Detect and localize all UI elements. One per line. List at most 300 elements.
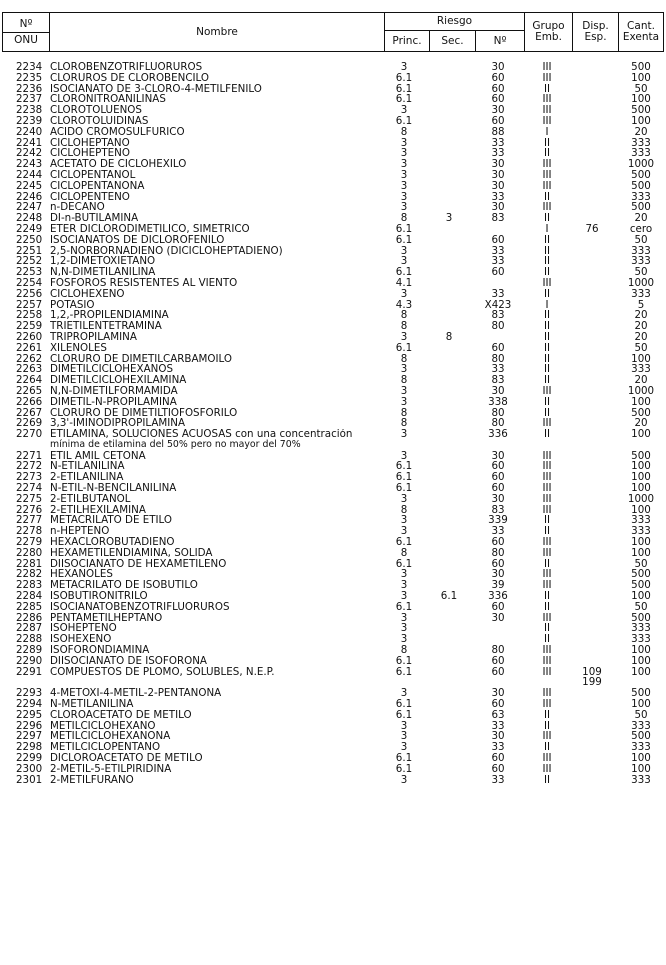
- cell-cant-text: 20: [634, 125, 648, 138]
- cell-cant-text: 500: [631, 568, 651, 581]
- cell-princ-text: 3: [400, 244, 408, 257]
- cell-no-text: 2280: [16, 546, 43, 559]
- cell-n-text: 80: [491, 644, 505, 657]
- cell-cant-text: 50: [634, 708, 648, 721]
- cell-name-text: FOSFOROS RESISTENTES AL VIENTO: [50, 277, 238, 289]
- cell-cant-text: 50: [634, 600, 648, 613]
- cell-cant-text: 333: [631, 525, 651, 538]
- cell-grupo-text: III: [542, 503, 552, 516]
- cell-name: [50, 386, 384, 397]
- cell-n-text: 60: [491, 698, 505, 711]
- cell-name: [50, 310, 384, 321]
- cell-princ-text: 8: [400, 352, 408, 365]
- cell-no-text: 2242: [16, 147, 43, 160]
- cell-princ-text: 8: [400, 374, 408, 387]
- cell-cant-text: 100: [631, 352, 651, 365]
- cell-name: [50, 332, 384, 343]
- cell-name-text: CLORUROS DE CLOROBENCILO: [50, 72, 210, 84]
- cell-name: [50, 699, 384, 710]
- cell-name: [50, 148, 384, 159]
- table-row: [0, 418, 666, 429]
- cell-name: [50, 526, 384, 537]
- cell-princ-text: 8: [400, 417, 408, 430]
- cell-no-text: 2236: [16, 82, 43, 95]
- cell-princ-text: 6.1: [395, 698, 413, 711]
- table-row: [0, 235, 666, 246]
- table-row: [0, 494, 666, 505]
- cell-cant-text: 100: [631, 546, 651, 559]
- cell-cant-text: 100: [631, 482, 651, 495]
- cell-grupo-text: II: [543, 406, 551, 419]
- table-body: [0, 62, 666, 785]
- cell-no-text: 2274: [16, 482, 43, 495]
- cell-princ-text: 4.3: [395, 298, 413, 311]
- header-disp: [572, 12, 619, 52]
- cell-cant-text: 50: [634, 233, 648, 246]
- cell-name: [50, 710, 384, 721]
- cell-grupo-text: III: [542, 654, 552, 667]
- cell-no-text: 2252: [16, 255, 43, 268]
- cell-n-text: 30: [491, 201, 505, 214]
- cell-n-text: 60: [491, 557, 505, 570]
- cell-princ-text: 3: [400, 61, 408, 73]
- cell-n-text: 60: [491, 233, 505, 246]
- cell-no-text: 2237: [16, 93, 43, 106]
- cell-name-text: CLOROTOLUIDINAS: [50, 115, 149, 127]
- cell-grupo-text: III: [542, 471, 552, 484]
- cell-name: [50, 764, 384, 775]
- cell-princ-text: 3: [400, 330, 408, 343]
- cell-n-text: 83: [491, 212, 505, 225]
- cell-princ-text: 6.1: [395, 82, 413, 95]
- header-sec: [429, 30, 476, 52]
- cell-n-text: 339: [488, 514, 508, 527]
- cell-n: [474, 321, 522, 332]
- cell-name: [50, 418, 384, 429]
- cell-n-text: 60: [491, 482, 505, 495]
- cell-disp: [570, 224, 614, 235]
- cell-name-text: POTASIO: [50, 299, 95, 311]
- cell-name: [50, 354, 384, 365]
- cell-no-text: 2272: [16, 460, 43, 473]
- cell-name-text: CICLOPENTANONA: [50, 180, 145, 192]
- cell-name-text: 2,5-NORBORNADIENO (DICICLOHEPTADIENO): [50, 245, 283, 257]
- cell-princ-text: 3: [400, 158, 408, 171]
- table-row: [0, 667, 666, 689]
- cell-n: [474, 775, 522, 786]
- cell-name-text: ISOCIANATOBENZOTRIFLUORUROS: [50, 601, 230, 613]
- cell-princ-text: 3: [400, 568, 408, 581]
- cell-princ-text: 3: [400, 590, 408, 603]
- cell-name-text: N-ETIL-N-BENCILANILINA: [50, 483, 177, 494]
- cell-no-text: 2279: [16, 536, 43, 549]
- cell-name: [50, 721, 384, 732]
- cell-sec: [428, 332, 470, 343]
- cell-cant-text: 20: [634, 320, 648, 333]
- cell-cant-text: 100: [631, 428, 651, 441]
- cell-no-text: 2266: [16, 395, 43, 408]
- cell-name-text: HEXANOLES: [50, 569, 113, 581]
- cell-cant-text: 100: [631, 395, 651, 408]
- cell-grupo-text: II: [543, 309, 551, 322]
- table-row: [0, 300, 666, 311]
- cell-name: [50, 591, 384, 602]
- cell-name-text: N,N-DIMETILANILINA: [50, 267, 156, 278]
- cell-princ-text: 3: [400, 514, 408, 527]
- cell-princ-text: 3: [400, 741, 408, 754]
- table-row: [0, 246, 666, 257]
- cell-princ-text: 3: [400, 136, 408, 149]
- cell-cant-text: cero: [629, 222, 653, 235]
- cell-name-text: ISOCIANATOS DE DICLOROFENILO: [50, 234, 225, 246]
- cell-name: [50, 62, 384, 73]
- cell-no-text: 2298: [16, 741, 43, 754]
- cell-n-text: 30: [491, 104, 505, 117]
- table-row: [0, 742, 666, 753]
- cell-grupo-text: III: [542, 687, 552, 700]
- cell-princ: [384, 775, 424, 786]
- cell-grupo-text: II: [543, 82, 551, 95]
- cell-princ-text: 3: [400, 773, 408, 786]
- cell-n-text: 60: [491, 600, 505, 613]
- cell-grupo-text: III: [542, 104, 552, 117]
- header-princ: [384, 30, 430, 52]
- cell-grupo-text: II: [543, 374, 551, 387]
- cell-grupo-text: II: [543, 255, 551, 268]
- cell-grupo-text: III: [542, 568, 552, 581]
- cell-n-text: 80: [491, 320, 505, 333]
- table-row: [0, 710, 666, 721]
- cell-grupo-text: III: [542, 201, 552, 214]
- cell-name-text: METACRILATO DE ETILO: [50, 515, 173, 527]
- table-row: [0, 289, 666, 300]
- cell-no-text: 2293: [16, 687, 43, 700]
- cell-grupo-text: II: [543, 287, 551, 300]
- cell-n-text: 30: [491, 730, 505, 743]
- header-riesgo: [384, 12, 525, 31]
- cell-princ-text: 3: [400, 719, 408, 732]
- cell-name: [50, 483, 384, 494]
- cell-grupo-text: III: [542, 762, 552, 775]
- cell-n-text: 30: [491, 179, 505, 192]
- table-row: [0, 364, 666, 375]
- cell-grupo-text: II: [543, 741, 551, 754]
- cell-no-text: 2288: [16, 633, 43, 646]
- cell-no-text: 2235: [16, 71, 43, 84]
- cell-name-text: METILCICLOPENTANO: [50, 742, 161, 753]
- cell-name: [50, 580, 384, 591]
- cell-n-text: 336: [488, 590, 508, 603]
- table-header: [2, 12, 664, 52]
- table-row: [0, 332, 666, 343]
- cell-n-text: 60: [491, 71, 505, 84]
- cell-cant-text: 20: [634, 417, 648, 430]
- table-row: [0, 688, 666, 699]
- cell-name: [50, 375, 384, 386]
- cell-princ-text: 3: [400, 730, 408, 743]
- table-row: [0, 591, 666, 602]
- cell-name: [50, 73, 384, 84]
- cell-no-text: 2254: [16, 276, 43, 289]
- cell-no-text: 2250: [16, 233, 43, 246]
- cell-name-text: 2-ETILANILINA: [50, 472, 124, 484]
- cell-cant-text: 333: [631, 719, 651, 732]
- cell-princ-text: 8: [400, 546, 408, 559]
- cell-name-text: 1,2,-PROPILENDIAMINA: [50, 310, 169, 322]
- cell-princ-text: 6.1: [395, 266, 413, 279]
- cell-cant-text: 500: [631, 168, 651, 181]
- cell-n-text: 60: [491, 665, 505, 678]
- cell-no-text: 2251: [16, 244, 43, 257]
- cell-name-text: ETILAMINA, SOLUCIONES ACUOSAS con una concentración: [50, 429, 353, 441]
- cell-no-text: 2270: [16, 428, 43, 441]
- cell-no-text: 2286: [16, 611, 43, 624]
- cell-n-text: 30: [491, 384, 505, 397]
- cell-grupo-text: I: [545, 298, 549, 311]
- cell-name: [50, 364, 384, 375]
- cell-cant-text: 333: [631, 287, 651, 300]
- cell-no-text: 2278: [16, 525, 43, 538]
- header-no-onu: [2, 12, 50, 52]
- cell-grupo-text: II: [543, 600, 551, 613]
- cell-no-text: 2267: [16, 406, 43, 419]
- table-row: [0, 256, 666, 267]
- cell-name: [50, 321, 384, 332]
- cell-cant-text: 20: [634, 374, 648, 387]
- cell-grupo-text: II: [543, 773, 551, 786]
- cell-grupo-text: III: [542, 644, 552, 657]
- cell-name: [50, 84, 384, 95]
- cell-n-text: 60: [491, 114, 505, 127]
- cell-n-text: 60: [491, 654, 505, 667]
- cell-grupo-text: II: [543, 557, 551, 570]
- cell-cant-text: 333: [631, 136, 651, 149]
- cell-name-text: CLOROBENZOTRIFLUORUROS: [50, 62, 203, 73]
- cell-grupo: [526, 775, 568, 786]
- cell-no-text: 2297: [16, 730, 43, 743]
- cell-grupo: [526, 667, 568, 678]
- table-row: [0, 202, 666, 213]
- cell-n-text: 60: [491, 460, 505, 473]
- cell-n-text: X423: [484, 298, 512, 311]
- cell-grupo-text: III: [542, 168, 552, 181]
- cell-name-text: ETIL AMIL CETONA: [50, 450, 146, 462]
- cell-name-text: ISOHEXENO: [50, 634, 112, 646]
- cell-no-text: 2300: [16, 762, 43, 775]
- cell-n-text: 60: [491, 752, 505, 764]
- cell-name: [50, 105, 384, 116]
- table-row: [0, 602, 666, 613]
- cell-name: [50, 429, 384, 451]
- cell-name-text: ISOFORONDIAMINA: [50, 645, 150, 656]
- cell-name-text: CICLOHEPTANO: [50, 137, 130, 149]
- cell-princ-text: 6.1: [395, 71, 413, 84]
- cell-n: [474, 613, 522, 624]
- cell-cant-text: 333: [631, 633, 651, 646]
- cell-cant-text: 50: [634, 557, 648, 570]
- table-row: [0, 343, 666, 354]
- cell-princ-text: 6.1: [395, 654, 413, 667]
- cell-name-text: CLOROTOLUENOS: [50, 105, 142, 116]
- cell-no-text: 2245: [16, 179, 43, 192]
- cell-princ-text: 6.1: [395, 536, 413, 549]
- cell-name: [50, 569, 384, 580]
- cell-n-text: 33: [491, 136, 505, 149]
- cell-name-text: 2-METIL-5-ETILPIRIDINA: [50, 763, 172, 775]
- cell-princ: [384, 429, 424, 440]
- table-row: [0, 526, 666, 537]
- cell-grupo-text: II: [543, 514, 551, 527]
- table-row: [0, 721, 666, 732]
- cell-princ-text: 6.1: [395, 471, 413, 484]
- cell-n-text: 80: [491, 406, 505, 419]
- cell-n-text: 30: [491, 687, 505, 700]
- cell-n-text: 60: [491, 536, 505, 549]
- cell-n-text: 60: [491, 266, 505, 279]
- cell-name-text: N-METILANILINA: [50, 699, 134, 710]
- cell-name: [50, 656, 384, 667]
- cell-name: [50, 278, 384, 289]
- cell-princ-text: 6.1: [395, 752, 413, 764]
- cell-no-text: 2269: [16, 417, 43, 430]
- cell-name: [50, 397, 384, 408]
- cell-no-text: 2243: [16, 158, 43, 171]
- header-grupo: [524, 12, 573, 52]
- header-n-label: Nº: [493, 34, 507, 47]
- cell-no-text: 2260: [16, 330, 43, 343]
- cell-cant-text: 100: [631, 752, 651, 764]
- cell-cant-text: 20: [634, 212, 648, 225]
- table-row: [0, 321, 666, 332]
- cell-name: [50, 688, 384, 699]
- cell-n-text: 80: [491, 417, 505, 430]
- cell-cant-text: 500: [631, 406, 651, 419]
- cell-no-text: 2294: [16, 698, 43, 711]
- cell-grupo-text: II: [543, 147, 551, 160]
- cell-princ-text: 8: [400, 320, 408, 333]
- cell-cant-text: 100: [631, 71, 651, 84]
- header-nombre: [49, 12, 385, 52]
- cell-name-text: DIMETILCICLOHEXILAMINA: [50, 375, 187, 386]
- cell-sec-text: 3: [445, 212, 453, 225]
- table-row: [0, 472, 666, 483]
- table-row: [0, 613, 666, 624]
- cell-princ-text: 3: [400, 287, 408, 300]
- cell-n-text: 33: [491, 287, 505, 300]
- cell-no-text: 2284: [16, 590, 43, 603]
- table-row: [0, 505, 666, 516]
- cell-cant-text: 500: [631, 179, 651, 192]
- cell-cant-text: 500: [631, 61, 651, 73]
- cell-name: [50, 613, 384, 624]
- cell-princ-text: 3: [400, 579, 408, 592]
- cell-name-text: CICLOPENTANOL: [50, 169, 136, 181]
- cell-name: [50, 127, 384, 138]
- cell-n: [474, 667, 522, 678]
- table-row: [0, 483, 666, 494]
- cell-n-text: 33: [491, 363, 505, 376]
- cell-name: [50, 224, 384, 235]
- cell-grupo-text: II: [543, 330, 551, 343]
- header-sec-label: Sec.: [441, 34, 464, 47]
- cell-princ-text: 3: [400, 428, 408, 441]
- cell-no-text: 2253: [16, 266, 43, 279]
- cell-n-text: 88: [491, 125, 505, 138]
- table-row: [0, 548, 666, 559]
- table-row: [0, 386, 666, 397]
- cell-princ-text: 3: [400, 633, 408, 646]
- cell-n-text: 33: [491, 147, 505, 160]
- cell-no-text: 2276: [16, 503, 43, 516]
- cell-princ-text: 6.1: [395, 762, 413, 775]
- cell-n-text: 60: [491, 341, 505, 354]
- table-row: [0, 429, 666, 451]
- cell-name-text: n-HEPTENO: [50, 526, 110, 538]
- cell-cant-text: 333: [631, 190, 651, 203]
- table-row: [0, 764, 666, 775]
- cell-no-text: 2256: [16, 287, 43, 300]
- cell-name-text: DICLOROACETATO DE METILO: [50, 753, 203, 764]
- cell-no-text: 2283: [16, 579, 43, 592]
- cell-cant-text: 500: [631, 449, 651, 462]
- cell-name-text: PENTAMETILHEPTANO: [50, 612, 163, 624]
- cell-princ-text: 8: [400, 503, 408, 516]
- cell-n-text: 60: [491, 471, 505, 484]
- cell-grupo-text: II: [543, 190, 551, 203]
- cell-name-text: ISOHEPTENO: [50, 623, 117, 635]
- table-row: [0, 94, 666, 105]
- cell-name: [50, 634, 384, 645]
- cell-grupo-text: III: [542, 71, 552, 84]
- table-row: [0, 461, 666, 472]
- cell-n-text: 33: [491, 741, 505, 754]
- cell-cant-text: 100: [631, 665, 651, 678]
- cell-n-text: 80: [491, 352, 505, 365]
- cell-name-text: CLORURO DE DIMETILCARBAMOILO: [50, 353, 233, 365]
- cell-princ-text: 3: [400, 147, 408, 160]
- cell-name: [50, 602, 384, 613]
- cell-princ-text: 6.1: [395, 341, 413, 354]
- table-row: [0, 354, 666, 365]
- cell-cant-text: 100: [631, 590, 651, 603]
- cell-grupo-text: III: [542, 752, 552, 764]
- cell-no-text: 2248: [16, 212, 43, 225]
- cell-no-text: 2282: [16, 568, 43, 581]
- cell-no-text: 2277: [16, 514, 43, 527]
- cell-name: [50, 451, 384, 462]
- cell-grupo-text: III: [542, 158, 552, 171]
- table-row: [0, 580, 666, 591]
- header-disp-line2: Esp.: [584, 31, 607, 43]
- cell-name-text: METACRILATO DE ISOBUTILO: [50, 580, 198, 592]
- cell-no-text: 2239: [16, 114, 43, 127]
- cell-n-text: 80: [491, 546, 505, 559]
- cell-no-text: 2290: [16, 654, 43, 667]
- cell-cant-text: 500: [631, 579, 651, 592]
- cell-name-text: TRIETILENTETRAMINA: [50, 321, 162, 332]
- cell-no-text: 2299: [16, 752, 43, 764]
- cell-princ-text: 3: [400, 255, 408, 268]
- cell-name-text: 3,3'-IMINODIPROPILAMINA: [50, 418, 186, 430]
- cell-no-text: 2281: [16, 557, 43, 570]
- cell-princ-text: 8: [400, 309, 408, 322]
- cell-princ-text: 8: [400, 406, 408, 419]
- cell-name: [50, 138, 384, 149]
- cell-cant-text: 100: [631, 644, 651, 657]
- cell-name: [50, 256, 384, 267]
- cell-sec: [428, 591, 470, 602]
- cell-name-text: ETER DICLORODIMETILICO, SIMETRICO: [50, 223, 250, 235]
